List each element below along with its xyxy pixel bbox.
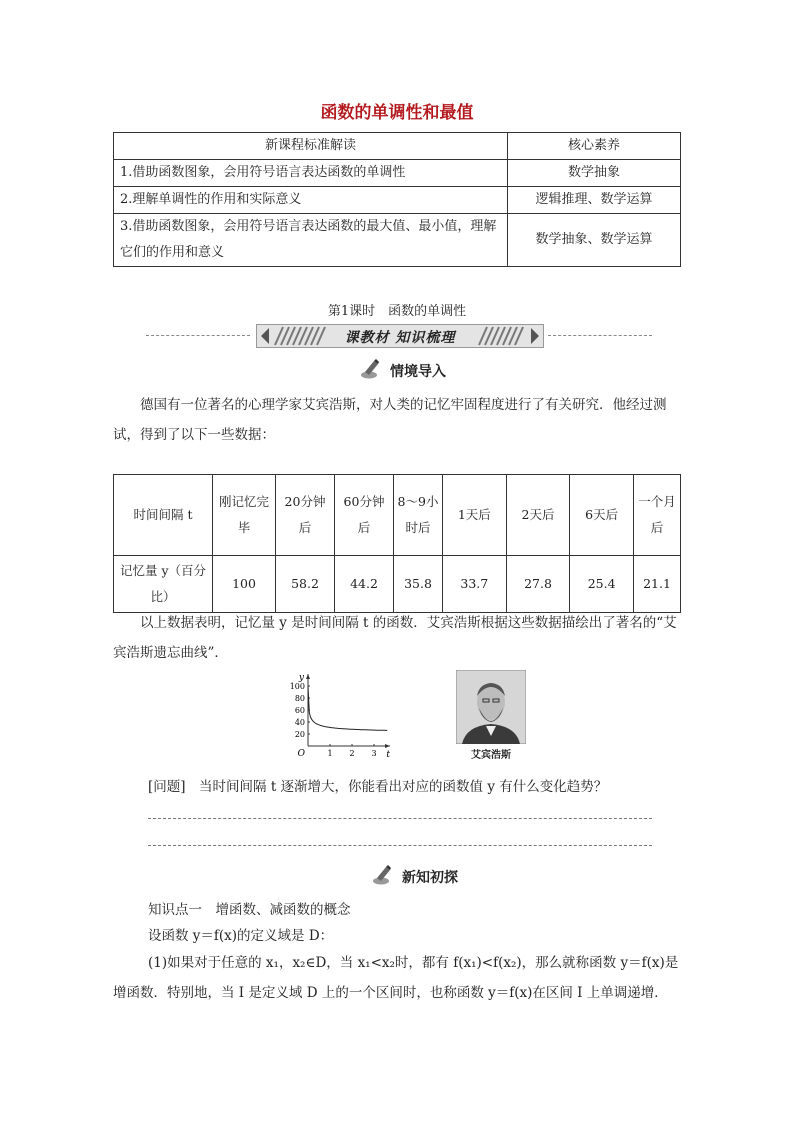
x-axis-arrow-icon: [385, 744, 390, 748]
interval-cell: 一个月后: [634, 475, 681, 556]
y-axis-label: y: [298, 673, 304, 683]
memory-data-table: [113, 474, 681, 613]
banner-label: 课教材 知识梳理: [344, 330, 456, 346]
value-cell: 25.4: [570, 556, 634, 613]
interval-cell: 刚记忆完毕: [213, 475, 276, 556]
value-cell: 33.7: [443, 556, 507, 613]
value-cell: 58.2: [276, 556, 335, 613]
answer-line: [148, 818, 652, 819]
question-text: [问题] 当时间间隔 t 逐渐增大，你能看出对应的函数值 y 有什么变化趋势？: [148, 779, 608, 795]
interval-cell: 6天后: [570, 475, 634, 556]
after-table-paragraph: 以上数据表明，记忆量 y 是时间间隔 t 的函数．艾宾浩斯根据这些数据描绘出了著名的“艾宾浩斯遗忘曲线”．: [113, 615, 677, 661]
origin-label: O: [297, 749, 305, 759]
interval-cell: 8～9小时后: [394, 475, 443, 556]
literacy-cell: 数学抽象: [508, 160, 681, 187]
intro-paragraph: 德国有一位著名的心理学家艾宾浩斯，对人类的记忆牢固程度进行了有关研究．他经过测试，得到了以下一些数据：: [113, 397, 667, 443]
x-axis-label: t: [386, 750, 390, 760]
literacy-cell: 逻辑推理、数学运算: [508, 187, 681, 214]
table-row-label: 记忆量 y（百分比）: [114, 556, 213, 613]
y-tick-label: 20: [294, 730, 305, 739]
y-tick-label: 60: [294, 706, 305, 715]
answer-line: [148, 845, 652, 846]
lesson-title: 第1课时 函数的单调性: [327, 304, 467, 319]
section-banner: [146, 324, 652, 348]
x-tick-label: 3: [371, 749, 377, 758]
interval-cell: 20分钟后: [276, 475, 335, 556]
interval-cell: 2天后: [506, 475, 570, 556]
value-cell: 44.2: [335, 556, 394, 613]
interval-cell: 1天后: [443, 475, 507, 556]
table-row-label: 时间间隔 t: [114, 475, 213, 556]
definition-paragraph: (1)如果对于任意的 x₁，x₂∈D，当 x₁<x₂时，都有 f(x₁)<f(x₂)，那么就称函数 y＝f(x)是增函数．特别地，当 I 是定义域 D 上的一个区间时，也称函数 y＝f(x)在区间 I 上单调递增．: [113, 955, 679, 1001]
standards-table: [113, 132, 681, 267]
pencil-icon: [360, 358, 382, 380]
y-axis-arrow-icon: [306, 674, 310, 679]
page-title: 函数的单调性和最值: [320, 103, 474, 123]
section-title: 情境导入: [390, 364, 446, 380]
section-heading: [360, 358, 500, 382]
value-cell: 21.1: [634, 556, 681, 613]
y-tick-label: 80: [294, 694, 305, 703]
literacy-cell: 数学抽象、数学运算: [508, 214, 681, 267]
interval-cell: 60分钟后: [335, 475, 394, 556]
value-cell: 35.8: [394, 556, 443, 613]
y-tick-label: 100: [289, 682, 305, 691]
table-header: 核心素养: [508, 133, 681, 160]
pencil-icon: [372, 864, 394, 886]
section-heading: [372, 864, 512, 888]
x-tick-label: 1: [327, 749, 333, 758]
table-header: 新课程标准解读: [114, 133, 508, 160]
value-cell: 100: [213, 556, 276, 613]
forgetting-curve-line: [308, 686, 387, 730]
standard-cell: 3.借助函数图象，会用符号语言表达函数的最大值、最小值，理解它们的作用和意义: [114, 214, 508, 267]
forgetting-curve-chart: [282, 670, 394, 762]
x-tick-label: 2: [349, 749, 355, 758]
portrait-caption: 艾宾浩斯: [471, 750, 511, 761]
value-cell: 27.8: [506, 556, 570, 613]
standard-cell: 1.借助函数图象，会用符号语言表达函数的单调性: [114, 160, 508, 187]
standard-cell: 2.理解单调性的作用和实际意义: [114, 187, 508, 214]
section-title: 新知初探: [402, 870, 458, 886]
knowledge-point-title: 知识点一 增函数、减函数的概念: [148, 902, 351, 918]
domain-statement: 设函数 y＝f(x)的定义域是 D：: [148, 928, 334, 944]
y-tick-label: 40: [294, 718, 305, 727]
